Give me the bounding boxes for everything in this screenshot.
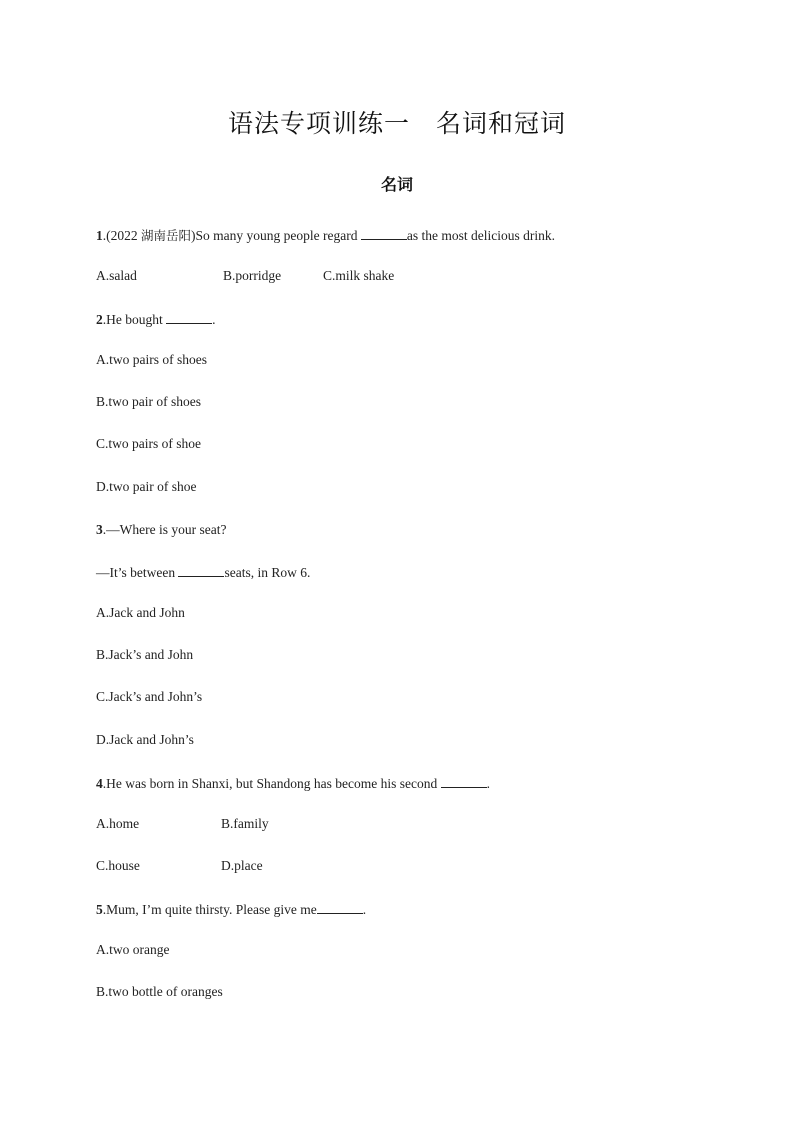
question-text: as the most delicious drink. xyxy=(406,228,555,243)
question-number: 4 xyxy=(96,776,103,791)
option-c: C.Jack’s and John’s xyxy=(96,689,203,704)
question-source: 湖南岳阳 xyxy=(141,228,192,243)
title-part2: 名词和冠词 xyxy=(436,109,567,138)
question-text: . xyxy=(362,902,367,917)
question-text: . xyxy=(212,312,216,327)
question-text: )So many young people regard xyxy=(191,228,361,243)
question-text: .Mum, I’m quite thirsty. Please give me xyxy=(102,902,317,917)
option-b: B.Jack’s and John xyxy=(96,647,194,662)
question-number: 5 xyxy=(96,902,103,917)
question-3 xyxy=(96,521,226,539)
question-text: .—Where is your seat? xyxy=(102,522,227,537)
option-c: C.two pairs of shoe xyxy=(96,436,201,451)
option-d: D.place xyxy=(221,858,263,873)
page-title xyxy=(0,104,794,140)
question-5 xyxy=(96,900,366,919)
answer-blank xyxy=(441,774,487,788)
question-number: 3 xyxy=(96,522,103,537)
question-text: seats, in Row 6. xyxy=(224,565,311,580)
option-b: B.two pair of shoes xyxy=(96,394,201,409)
question-text: .(2022 xyxy=(102,228,141,243)
title-part1: 语法专项训练一 xyxy=(227,109,410,138)
option-a: A.home xyxy=(96,816,140,831)
option-b: B.porridge xyxy=(223,268,282,283)
answer-blank xyxy=(361,226,407,240)
question-text: . xyxy=(486,776,490,791)
answer-blank xyxy=(178,563,224,577)
option-a: A.two orange xyxy=(96,942,170,957)
question-number: 1 xyxy=(96,228,103,243)
answer-blank xyxy=(317,900,363,914)
question-text: —It’s between xyxy=(96,565,179,580)
question-4 xyxy=(96,774,490,793)
question-1 xyxy=(96,226,555,245)
answer-blank xyxy=(166,310,212,324)
question-text: .He was born in Shanxi, but Shandong has become his second xyxy=(102,776,441,791)
question-text: .He bought xyxy=(102,312,167,327)
question-2 xyxy=(96,310,216,329)
section-heading: 名词 xyxy=(380,175,413,194)
option-c: C.milk shake xyxy=(323,268,395,283)
option-a: A.salad xyxy=(96,268,137,283)
option-d: D.Jack and John’s xyxy=(96,732,194,747)
option-c: C.house xyxy=(96,858,140,873)
option-a: A.Jack and John xyxy=(96,605,185,620)
option-d: D.two pair of shoe xyxy=(96,479,197,494)
question-number: 2 xyxy=(96,312,103,327)
option-b: B.two bottle of oranges xyxy=(96,984,223,999)
option-a: A.two pairs of shoes xyxy=(96,352,207,367)
option-b: B.family xyxy=(221,816,269,831)
question-3-line-2 xyxy=(96,563,310,582)
